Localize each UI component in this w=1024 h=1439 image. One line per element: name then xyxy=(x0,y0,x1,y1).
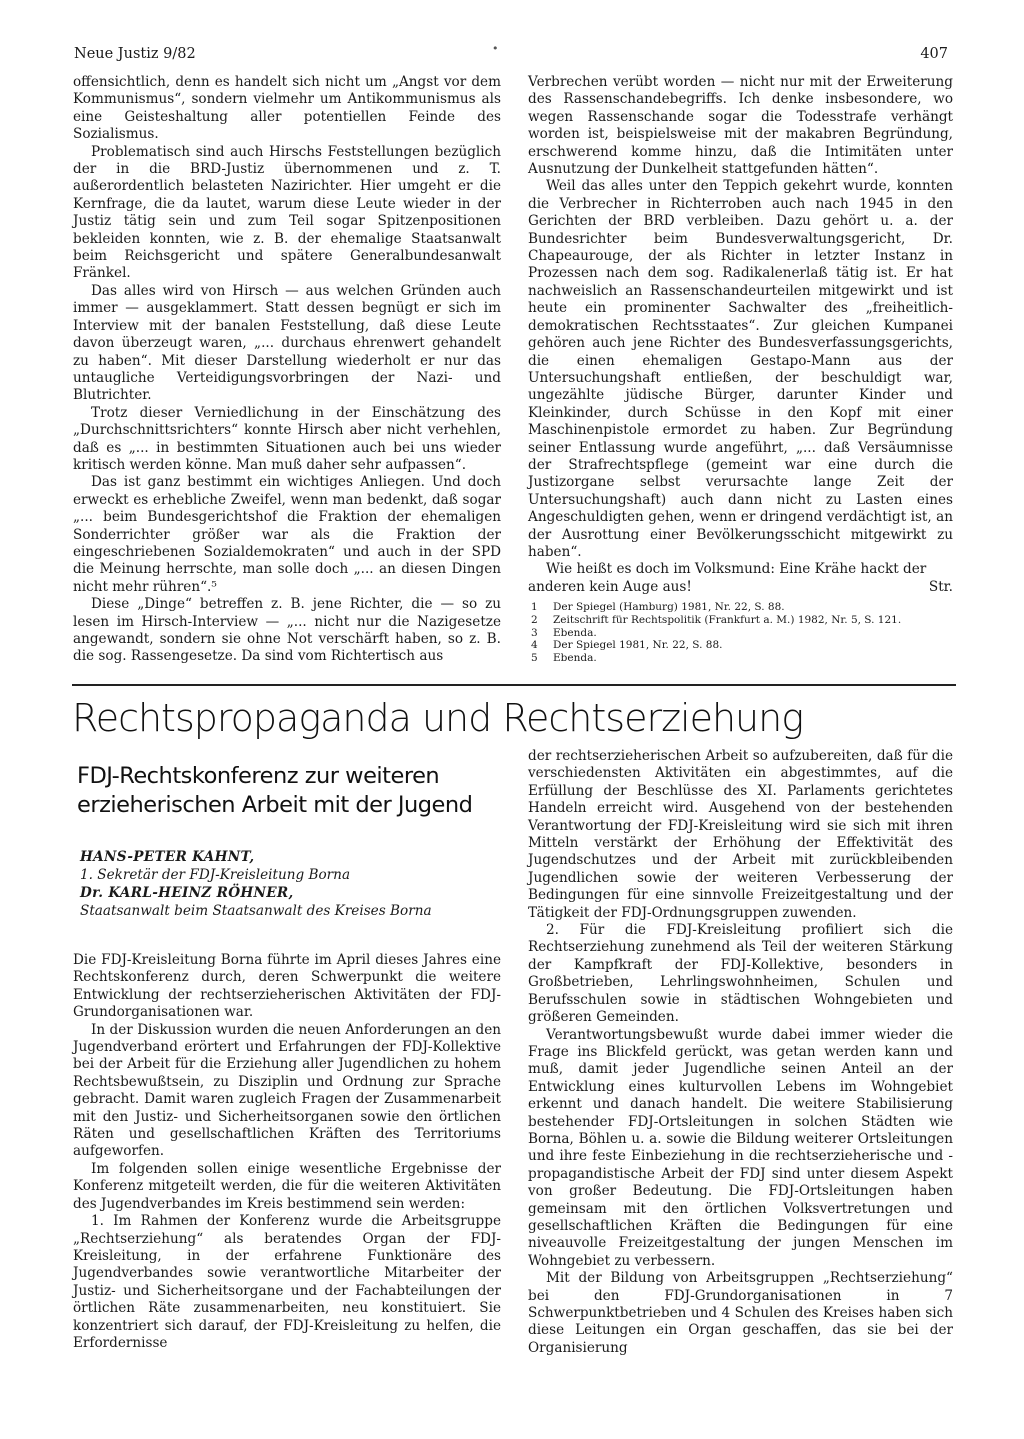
paragraph: Das alles wird von Hirsch — aus welchen Gründen auch immer — ausgeklammert. Statt dessen begnügt er sich im Interview mit der banalen Feststellung, daß diese Leute davon überzeugt waren, „... durchaus ehrenwert gehandelt zu haben“. Mit dieser Darstellung wiederholt er nur das untaugliche Verteidigungsvorbringen der Nazi- und Blutrichter. xyxy=(73,282,501,404)
paragraph: offensichtlich, denn es handelt sich nicht um „Angst vor dem Kommunismus“, sondern vielmehr um Antikommunismus als eine Geisteshaltung aller potentiellen Feinde des Sozialismus. xyxy=(73,74,501,143)
paragraph: Mit der Bildung von Arbeitsgruppen „Rechtserziehung“ bei den FDJ-Grundorganisationen in 7 Schwerpunktbetrieben und 4 Schulen des Kreises haben sich diese Leitungen ein Organ geschaffen, das sie bei der Organisierung xyxy=(528,1270,953,1356)
footnote: 4 Der Spiegel 1981, Nr. 22, S. 88. xyxy=(531,639,723,652)
author-role: Staatsanwalt beim Staatsanwalt des Kreises Borna xyxy=(80,903,432,919)
section-divider xyxy=(72,684,956,686)
article-authors xyxy=(80,848,510,920)
page-number: 407 xyxy=(920,46,948,62)
closing-line: anderen kein Auge aus! xyxy=(528,578,692,595)
paragraph: der rechtserzieherischen Arbeit so aufzubereiten, daß für die verschiedensten Aktivitäten ein abgestimmtes, auf die Erfüllung der Beschlüsse des XI. Parlaments gerichtetes Handeln erreicht wird. Ausgehend von der bestehenden Verantwortung der FDJ-Kreisleitung wird sie sich mit ihren Mitteln verstärkt der Erhöhung der Effektivität des Jugendschutzes und der Arbeit mit zurückbleibenden Jugendlichen sowie der weiteren Verbesserung der Bedingungen für eine sinnvolle Freizeitgestaltung und der Tätigkeit der FDJ-Ordnungsgruppen zuwenden. xyxy=(528,748,953,921)
footnote: 5 Ebenda. xyxy=(531,652,597,665)
paragraph: In der Diskussion wurden die neuen Anforderungen an den Jugendverband erörtert und Erfahrungen der FDJ-Kollektive bei der Arbeit für die Erziehung aller Jugendlichen zu hohem Rechtsbewußtsein, zu Disziplin und Ordnung zur Sprache gebracht. Damit waren zugleich Fragen der Zusammenarbeit mit den Justiz- und Sicherheitsorganen sowie den örtlichen Räten und gesellschaftlichen Kräften des Territoriums aufgeworfen. xyxy=(73,1021,501,1160)
article-title-line: erzieherischen Arbeit mit der Jugend xyxy=(77,792,473,818)
article-title-line: FDJ-Rechtskonferenz zur weiteren xyxy=(77,763,440,789)
author-signature: Str. xyxy=(928,578,953,595)
article-column-2 xyxy=(528,748,953,1357)
closing-line: Wie heißt es doch im Volksmund: Eine Krähe hackt der xyxy=(546,561,927,578)
author-name: HANS-PETER KAHNT, xyxy=(80,849,255,865)
paragraph: Diese „Dinge“ betreffen z. B. jene Richter, die — so zu lesen im Hirsch-Interview — „... nicht nur die Nazigesetze angewandt, sondern sie ohne Not verschärft haben, so z. B. die sog. Rassengesetze. Da sind vom Richtertisch aus xyxy=(73,596,501,665)
article-column-1 xyxy=(73,952,501,1352)
footnote: 2 Zeitschrift für Rechtspolitik (Frankfurt a. M.) 1982, Nr. 5, S. 121. xyxy=(531,613,902,626)
paragraph: Das ist ganz bestimmt ein wichtiges Anliegen. Und doch erweckt es erhebliche Zweifel, wenn man bedenkt, daß sogar „... beim Bundesgerichtshof die Fraktion der ehemaligen Sonderrichter größer war als die Fraktion der eingeschriebenen Sozialdemokraten“ und auch in der SPD die Meinung herrschte, man solle doch „... an diesen Dingen nicht mehr rühren“.⁵ xyxy=(73,474,501,595)
paragraph: Trotz dieser Verniedlichung in der Einschätzung des „Durchschnittsrichters“ konnte Hirsch aber nicht verhehlen, daß es „... in bestimmten Situationen auch bei uns wieder kritisch werden könne. Man muß daher sehr aufpassen“. xyxy=(73,404,501,473)
paragraph: Die FDJ-Kreisleitung Borna führte im April dieses Jahres eine Rechtskonferenz durch, deren Schwerpunkt die weitere Entwicklung der rechtserzieherischen Aktivitäten der FDJ-Grundorganisationen war. xyxy=(73,952,501,1021)
paragraph: Im folgenden sollen einige wesentliche Ergebnisse der Konferenz mitgeteilt werden, die für die weiteren Aktivitäten des Jugendverbandes im Kreis bestimmend sein werden: xyxy=(73,1160,501,1212)
paragraph: Problematisch sind auch Hirschs Feststellungen bezüglich der in die BRD-Justiz übernommenen und z. T. außerordentlich belasteten Nazirichter. Hier umgeht er die Kernfrage, die da lautet, warum diese Leute wieder in der Justiz tätig sein und zum Teil sogar Spitzenpositionen bekleiden konnten, wie z. B. der ehemalige Staatsanwalt beim Reichsgericht und spätere Generalbundesanwalt Fränkel. xyxy=(73,143,501,282)
top-article-column-2 xyxy=(528,74,953,596)
footnotes xyxy=(531,601,956,665)
paragraph: Verbrechen verübt worden — nicht nur mit der Erweiterung des Rassenschandebegriffs. Ich denke insbesondere, wo wegen Rassenschande sogar die Todesstrafe verhängt worden ist, beispielsweise mit der makabren Begründung, erschwerend komme hinzu, daß die Intimitäten unter Ausnutzung der Dunkelheit stattgefunden hätten“. xyxy=(528,74,953,178)
closing-line-with-signature xyxy=(528,579,953,596)
article-title xyxy=(77,762,507,820)
paragraph: 2. Für die FDJ-Kreisleitung profiliert sich die Rechtserziehung zunehmend als Teil der weiteren Stärkung der Kampfkraft der FDJ-Kollektive, besonders in Großbetrieben, Lehrlingswohnheimen, Schulen und Berufsschulen sowie in städtischen Wohngebieten und größeren Gemeinden. xyxy=(528,922,953,1026)
paragraph: Weil das alles unter den Teppich gekehrt wurde, konnten die Verbrecher in Richterroben auch nach 1945 in den Gerichten der BRD verbleiben. Dazu gehört u. a. der Bundesrichter beim Bundesverwaltungsgericht, Dr. Chapeaurouge, der als Richter in letzter Instanz in Prozessen nach dem sog. Radikalenerlaß tätig ist. Er hat nachweislich an Rassenschandeurteilen mitgewirkt und ist heute ein prominenter Sachwalter des „freiheitlich-demokratischen Rechtsstaates“. Zur gleichen Kumpanei gehören auch jene Richter des Bundesverfassungsgerichts, die einen ehemaligen Gestapo-Mann aus der Untersuchungshaft entließen, der beschuldigt war, ungezählte jüdische Bürger, darunter Kinder und Kleinkinder, durch Schüsse in den Kopf mit einer Maschinenpistole ermordet zu haben. Zur Begründung seiner Entlassung wurde angeführt, „... daß Versäumnisse der Strafrechtspflege (gemeint war eine durch die Justizorgane selbst verursachte lange Zeit der Untersuchungshaft) auch dann nicht zu Lasten eines Angeschuldigten gehen, wenn er dringend verdächtigt ist, an der Ausrottung einer Bevölkerungsschicht mitgewirkt zu haben“. xyxy=(528,178,953,560)
paragraph: Verantwortungsbewußt wurde dabei immer wieder die Frage ins Blickfeld gerückt, was getan werden kann und muß, damit jeder Jugendliche seinen Anteil an der Entwicklung eines kulturvollen Lebens im Wohngebiet erkennt und danach handelt. Die weitere Stabilisierung bestehender FDJ-Ortsleitungen in solchen Städten wie Borna, Böhlen u. a. sowie die Bildung weiterer Ortsleitungen und ihre feste Einbeziehung in die rechtserzieherische und -propagandistische Arbeit der FDJ sind unter diesem Aspekt von großer Bedeutung. Die FDJ-Ortsleitungen haben gemeinsam mit den örtlichen Volksvertretungen und gesellschaftlichen Kräften die Bedingungen für eine niveauvolle Freizeitgestaltung der jungen Menschen im Wohngebiet zu verbessern. xyxy=(528,1026,953,1269)
top-article-column-1 xyxy=(73,74,501,666)
section-heading: Rechtspropaganda und Rechtserziehung xyxy=(72,696,804,740)
journal-issue: Neue Justiz 9/82 xyxy=(74,46,196,62)
footnote: 1 Der Spiegel (Hamburg) 1981, Nr. 22, S. 88. xyxy=(531,601,785,613)
paragraph: 1. Im Rahmen der Konferenz wurde die Arbeitsgruppe „Rechtserziehung“ als beratendes Organ der FDJ-Kreisleitung, in der erfahrene Funktionäre des Jugendverbandes sowie verantwortliche Mitarbeiter der Justiz- und Sicherheitsorgane und der Fachabteilungen der örtlichen Räte zusammenarbeiten, neu konstituiert. Sie konzentriert sich darauf, der FDJ-Kreisleitung zu helfen, die Erfordernisse xyxy=(73,1213,501,1351)
footnote: 3 Ebenda. xyxy=(531,626,597,639)
author-role: 1. Sekretär der FDJ-Kreisleitung Borna xyxy=(80,867,351,883)
author-name: Dr. KARL-HEINZ RÖHNER, xyxy=(80,885,294,901)
print-speck: • xyxy=(492,42,499,55)
